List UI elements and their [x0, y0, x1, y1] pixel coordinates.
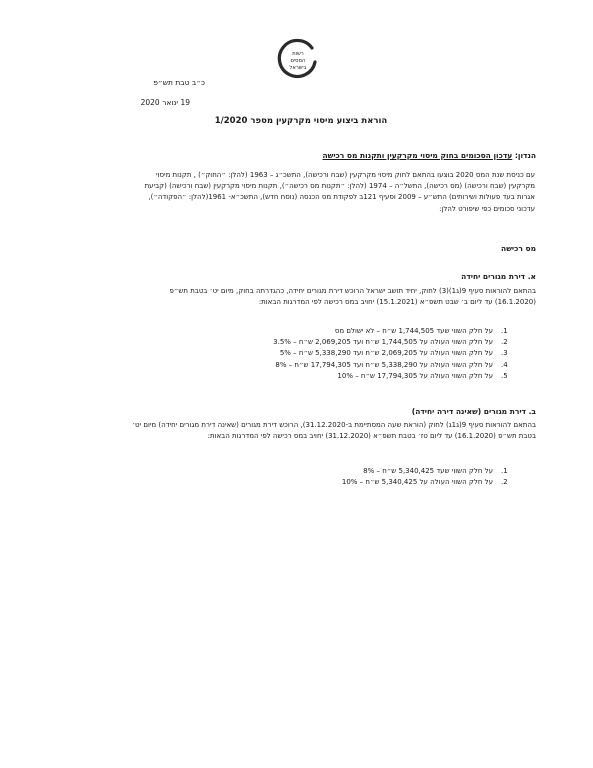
section-a-paragraph: בהתאם להוראות סעיף 9(ג1)(3) לחוק, יחיד תושב ישראל הרוכש דירת מגורים יחידה, כהגדרתה בחוק, מיום יט׳ בטבת תש״פ (16.1.2020) עד ליום ב׳ שבט תשפ״א (15.1.2021) יחויב במס רכישה לפי המדרגות הבאות:	[169, 287, 536, 307]
intro-paragraph: עם כניסת שנת המס 2020 בוצעו בהתאם לחוק מיסוי מקרקעין (שבח ורכישה), התשכ״ג – 1963 (להלן: ״החוק״) , תקנות מיסוי מקרקעין (שבח ורכישה) (מס רכישה), התשל״ה – 1974 (להלן: ״תקנות מס רכישה״), תקנות מיסוי מקרקעין (שבח ורכישה) (קביעת אגרות בעד פעולות ושירותים) התש״ע – 2009 וסעיף 121ב לפקודת מס הכנסה (נוסח חדש), התשכ״א- 1961(להלן: ״הפקודה״), עדכוני סכומים כפי שיפורט להלן:	[144, 171, 535, 213]
subject-text: עדכון הסכומים בחוק מיסוי מקרקעין ותקנות מס רכישה	[322, 151, 513, 160]
list-item-number: .1	[501, 327, 508, 335]
section-b-list	[200, 466, 515, 488]
svg-text:המסים: המסים	[290, 58, 306, 64]
section-b-paragraph: בהתאם להוראות סעיף 9(ג1ג) לחוק (הוראת שעה המסתיימת ב-31.12.2020), הרוכש דירת מגורים (שאינה דירת מגורים יחידה) מיום יט׳ בטבת תש״פ (16.1.2020) עד ליום טז׳ בטבת תשפ״א (31.12.2020) יחויב במס רכישה לפי המדרגות הבאות:	[132, 421, 536, 441]
document-title: הוראת ביצוע מיסוי מקרקעין מספר 1/2020	[214, 116, 388, 126]
list-item-text: על חלק השווי שעד 5,340,425 ש״ח – 8%	[363, 467, 493, 475]
svg-text:בישראל: בישראל	[289, 65, 307, 71]
list-item-text: על חלק השווי שעד 1,744,505 ש״ח – לא ישולם מס	[334, 327, 493, 335]
list-item-text: על חלק השווי העולה על 5,340,425 ש״ח – 10%	[341, 478, 493, 487]
hebrew-date: כ״ב טבת תש״פ	[153, 78, 205, 87]
list-item-number: .5	[501, 371, 508, 380]
tax-authority-logo	[276, 38, 320, 82]
subject-label: הנדון:	[514, 151, 536, 160]
section-b-heading: ב. דירת מגורים (שאינה דירה יחידה)	[411, 407, 536, 416]
list-item	[200, 466, 515, 477]
list-item	[200, 371, 515, 382]
section-a-list	[200, 326, 515, 382]
list-item	[200, 337, 515, 348]
list-item	[200, 348, 515, 359]
svg-text:רשות: רשות	[292, 51, 304, 57]
section-title: מס רכישה	[501, 244, 536, 253]
list-item	[200, 326, 515, 337]
section-a-heading: א. דירת מגורים יחידה	[461, 272, 536, 281]
list-item	[200, 477, 515, 488]
subject-line	[210, 151, 536, 160]
list-item	[200, 360, 515, 371]
list-item-number: .4	[501, 360, 508, 369]
list-item-text: על חלק השווי העולה על 5,338,290 ש״ח ועד 17,794,305 ש״ח – 8%	[275, 360, 493, 369]
gregorian-date: 19 ינואר 2020	[140, 98, 190, 107]
list-item-text: על חלק השווי העולה על 2,069,205 ש״ח ועד 5,338,290 ש״ח – 5%	[279, 349, 493, 358]
list-item-text: על חלק השווי העולה על 17,794,305 ש״ח – 10%	[337, 371, 493, 380]
list-item-number: .2	[501, 478, 508, 487]
list-item-text: על חלק השווי העולה על 1,744,505 ש״ח ועד 2,069,205 ש״ח – 3.5%	[273, 338, 493, 347]
list-item-number: .2	[501, 338, 508, 347]
list-item-number: .3	[501, 349, 508, 358]
list-item-number: .1	[501, 467, 508, 475]
